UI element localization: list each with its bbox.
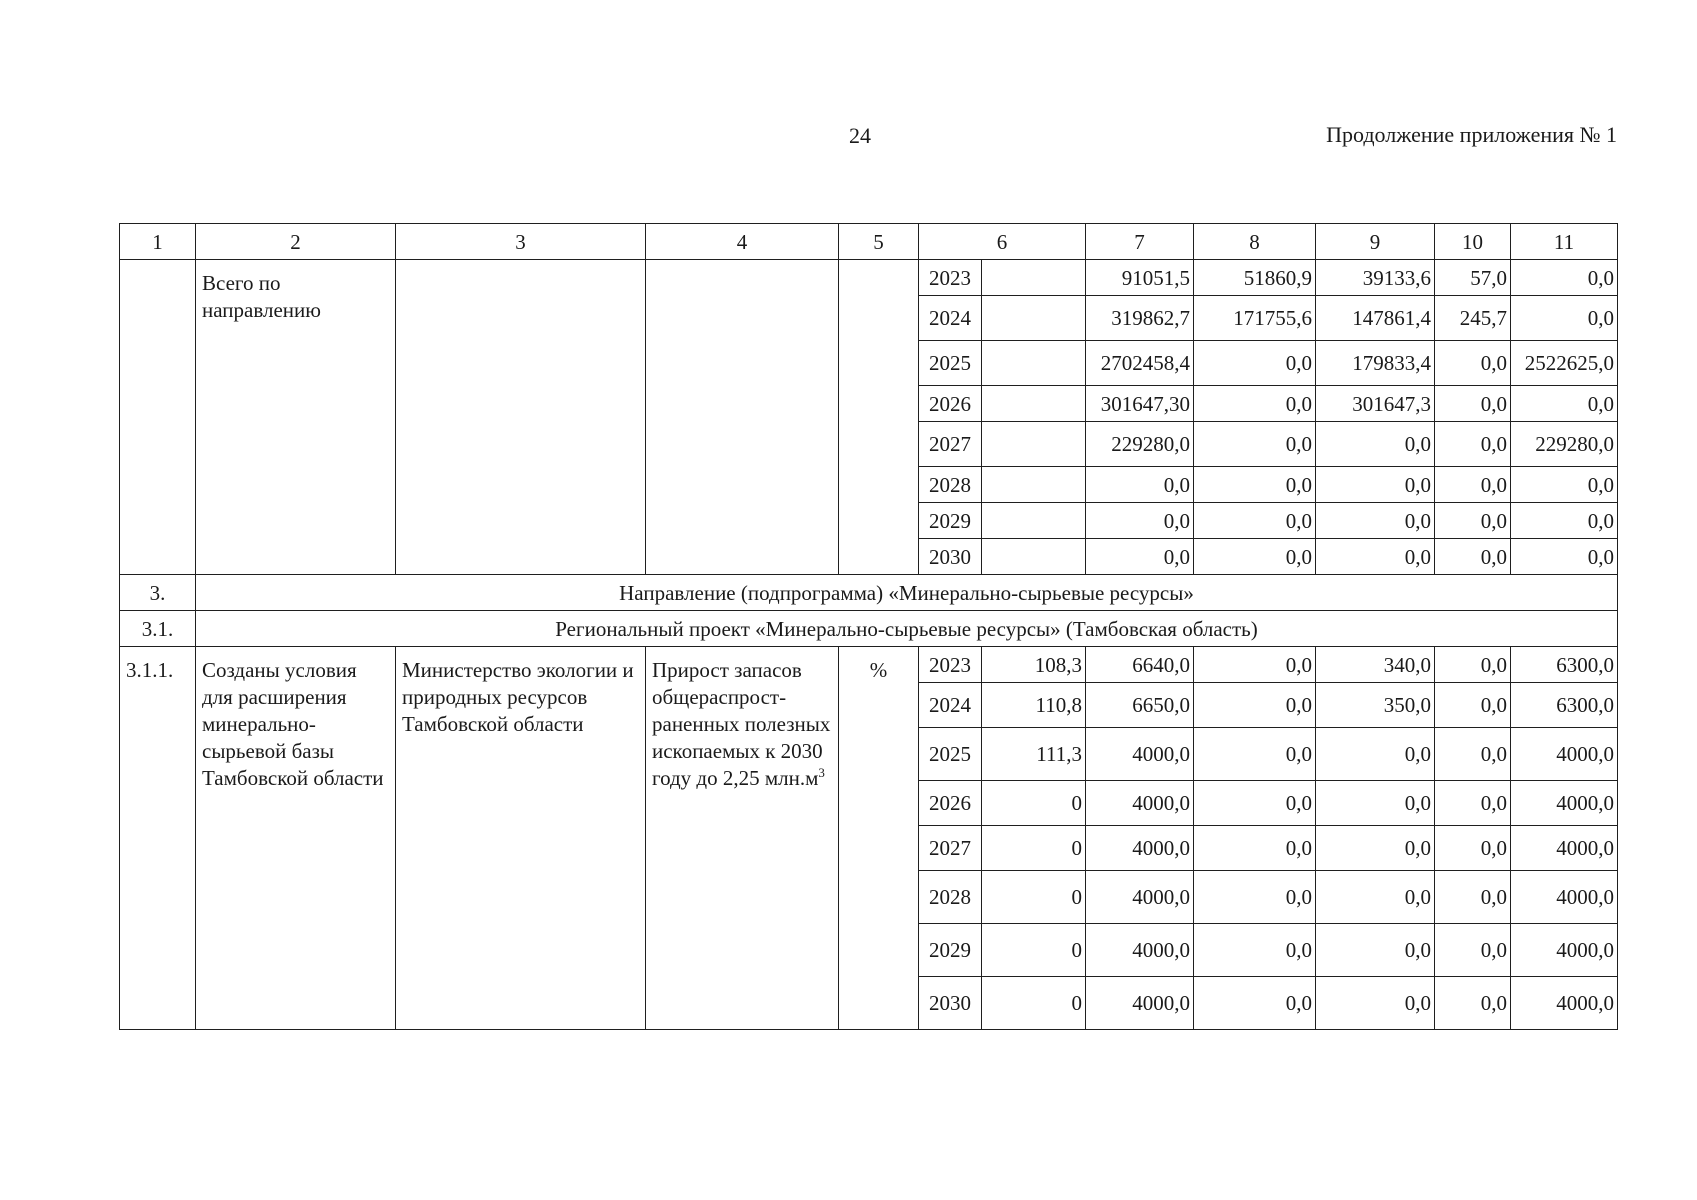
value-cell: 108,3 (982, 647, 1086, 683)
value-cell: 245,7 (1435, 296, 1511, 341)
value-cell: 0,0 (1194, 826, 1316, 871)
value-cell: 4000,0 (1086, 826, 1194, 871)
value-cell: 0,0 (1435, 924, 1511, 977)
total-label: Всего по направлению (196, 260, 396, 575)
section-number: 3. (120, 575, 196, 611)
value-cell: 57,0 (1435, 260, 1511, 296)
value-cell: 0 (982, 781, 1086, 826)
value-cell: 2522625,0 (1511, 341, 1618, 386)
value-cell: 4000,0 (1511, 924, 1618, 977)
header-cell: 6 (919, 224, 1086, 260)
value-cell: 111,3 (982, 728, 1086, 781)
value-cell: 171755,6 (1194, 296, 1316, 341)
value-cell: 0,0 (1511, 539, 1618, 575)
value-cell: 4000,0 (1086, 781, 1194, 826)
value-cell: 0,0 (1511, 503, 1618, 539)
year-cell: 2024 (919, 296, 982, 341)
value-cell: 0 (982, 977, 1086, 1030)
header-cell: 3 (396, 224, 646, 260)
value-cell: 0,0 (1086, 467, 1194, 503)
value-cell: 0,0 (1194, 386, 1316, 422)
total-indicator-cell (646, 260, 839, 575)
value-cell: 0,0 (1316, 781, 1435, 826)
header-cell: 8 (1194, 224, 1316, 260)
header-cell: 1 (120, 224, 196, 260)
value-cell: 0,0 (1435, 647, 1511, 683)
value-cell: 0,0 (1194, 728, 1316, 781)
executor-text: Министерство экологии и природных ресурсов Тамбовской области (396, 647, 646, 1030)
value-cell: 0,0 (1435, 781, 1511, 826)
value-cell: 0,0 (1316, 728, 1435, 781)
value-cell: 301647,3 (1316, 386, 1435, 422)
table-row (120, 647, 1618, 683)
value-cell: 0 (982, 924, 1086, 977)
value-cell: 6640,0 (1086, 647, 1194, 683)
program-table (119, 223, 1617, 1030)
value-cell: 229280,0 (1086, 422, 1194, 467)
value-cell: 0,0 (1086, 503, 1194, 539)
value-cell: 0,0 (1511, 296, 1618, 341)
unit-text: % (839, 647, 919, 1030)
total-num-cell (120, 260, 196, 575)
value-cell: 0 (982, 871, 1086, 924)
value-cell: 179833,4 (1316, 341, 1435, 386)
value-cell: 2702458,4 (1086, 341, 1194, 386)
value-cell: 147861,4 (1316, 296, 1435, 341)
section-title: Направление (подпрограмма) «Минерально-сырьевые ресурсы» (196, 575, 1618, 611)
value-cell: 4000,0 (1086, 728, 1194, 781)
value-cell: 0,0 (1194, 871, 1316, 924)
value-cell: 4000,0 (1086, 977, 1194, 1030)
value-cell: 301647,30 (1086, 386, 1194, 422)
page-caption: Продолжение приложения № 1 (1326, 122, 1617, 147)
value-cell: 0,0 (1435, 422, 1511, 467)
year-cell: 2023 (919, 647, 982, 683)
value-cell: 4000,0 (1511, 977, 1618, 1030)
subsection-row (120, 611, 1618, 647)
total-unit-cell (839, 260, 919, 575)
value-cell: 0,0 (1194, 341, 1316, 386)
value-cell: 229280,0 (1511, 422, 1618, 467)
value-cell: 319862,7 (1086, 296, 1194, 341)
header-cell: 11 (1511, 224, 1618, 260)
value-cell: 0,0 (1194, 924, 1316, 977)
value-cell: 0,0 (1316, 467, 1435, 503)
value-cell: 0,0 (1316, 539, 1435, 575)
value-cell: 0,0 (1086, 539, 1194, 575)
value-cell (982, 503, 1086, 539)
value-cell: 0,0 (1316, 503, 1435, 539)
value-cell: 0,0 (1194, 683, 1316, 728)
header-cell: 10 (1435, 224, 1511, 260)
indicator-main: Прирост запасов общераспрост-раненных полезных ископаемых к 2030 году до 2,25 млн.м (652, 658, 831, 790)
page-number: 24 (849, 123, 871, 148)
value-cell (982, 539, 1086, 575)
value-cell: 0,0 (1435, 683, 1511, 728)
value-cell: 0,0 (1194, 467, 1316, 503)
header-cell: 9 (1316, 224, 1435, 260)
value-cell: 51860,9 (1194, 260, 1316, 296)
value-cell: 6300,0 (1511, 683, 1618, 728)
year-cell: 2025 (919, 728, 982, 781)
value-cell: 0,0 (1435, 826, 1511, 871)
year-cell: 2024 (919, 683, 982, 728)
value-cell: 0,0 (1194, 977, 1316, 1030)
value-cell: 0,0 (1511, 467, 1618, 503)
value-cell (982, 422, 1086, 467)
header-cell: 7 (1086, 224, 1194, 260)
total-executor-cell (396, 260, 646, 575)
value-cell: 91051,5 (1086, 260, 1194, 296)
value-cell: 4000,0 (1511, 826, 1618, 871)
header-row (120, 224, 1618, 260)
header-cell: 2 (196, 224, 396, 260)
value-cell: 4000,0 (1511, 781, 1618, 826)
value-cell: 4000,0 (1511, 728, 1618, 781)
value-cell (982, 260, 1086, 296)
value-cell: 340,0 (1316, 647, 1435, 683)
value-cell: 4000,0 (1086, 871, 1194, 924)
year-cell: 2027 (919, 826, 982, 871)
value-cell: 0,0 (1435, 467, 1511, 503)
value-cell: 0,0 (1435, 503, 1511, 539)
year-cell: 2028 (919, 871, 982, 924)
indicator-text (646, 647, 839, 1030)
year-cell: 2030 (919, 977, 982, 1030)
value-cell: 0,0 (1316, 871, 1435, 924)
value-cell: 6650,0 (1086, 683, 1194, 728)
value-cell: 0,0 (1316, 422, 1435, 467)
value-cell (982, 386, 1086, 422)
value-cell: 110,8 (982, 683, 1086, 728)
value-cell: 0,0 (1511, 386, 1618, 422)
year-cell: 2030 (919, 539, 982, 575)
table-row (120, 260, 1618, 296)
table-body (120, 224, 1618, 1030)
value-cell (982, 467, 1086, 503)
year-cell: 2026 (919, 386, 982, 422)
value-cell: 0,0 (1435, 728, 1511, 781)
value-cell: 0,0 (1194, 539, 1316, 575)
value-cell: 0,0 (1194, 503, 1316, 539)
header-cell: 4 (646, 224, 839, 260)
header-cell: 5 (839, 224, 919, 260)
year-cell: 2028 (919, 467, 982, 503)
value-cell: 4000,0 (1511, 871, 1618, 924)
year-cell: 2029 (919, 503, 982, 539)
value-cell: 0,0 (1435, 341, 1511, 386)
item-number: 3.1.1. (120, 647, 196, 1030)
value-cell: 0,0 (1511, 260, 1618, 296)
value-cell: 0,0 (1194, 422, 1316, 467)
section-row (120, 575, 1618, 611)
value-cell (982, 341, 1086, 386)
year-cell: 2025 (919, 341, 982, 386)
value-cell: 4000,0 (1086, 924, 1194, 977)
value-cell: 0,0 (1194, 781, 1316, 826)
year-cell: 2029 (919, 924, 982, 977)
value-cell: 39133,6 (1316, 260, 1435, 296)
indicator-superscript: 3 (818, 765, 825, 780)
value-cell: 0,0 (1316, 826, 1435, 871)
year-cell: 2026 (919, 781, 982, 826)
value-cell: 0,0 (1435, 539, 1511, 575)
value-cell: 0,0 (1435, 871, 1511, 924)
value-cell (982, 296, 1086, 341)
value-cell: 6300,0 (1511, 647, 1618, 683)
value-cell: 0,0 (1316, 977, 1435, 1030)
value-cell: 350,0 (1316, 683, 1435, 728)
value-cell: 0,0 (1435, 977, 1511, 1030)
value-cell: 0,0 (1194, 647, 1316, 683)
year-cell: 2023 (919, 260, 982, 296)
subsection-title: Региональный проект «Минерально-сырьевые ресурсы» (Тамбовская область) (196, 611, 1618, 647)
value-cell: 0,0 (1316, 924, 1435, 977)
task-text: Созданы условия для расширения минерально-сырьевой базы Тамбовской области (196, 647, 396, 1030)
value-cell: 0,0 (1435, 386, 1511, 422)
value-cell: 0 (982, 826, 1086, 871)
year-cell: 2027 (919, 422, 982, 467)
subsection-number: 3.1. (120, 611, 196, 647)
